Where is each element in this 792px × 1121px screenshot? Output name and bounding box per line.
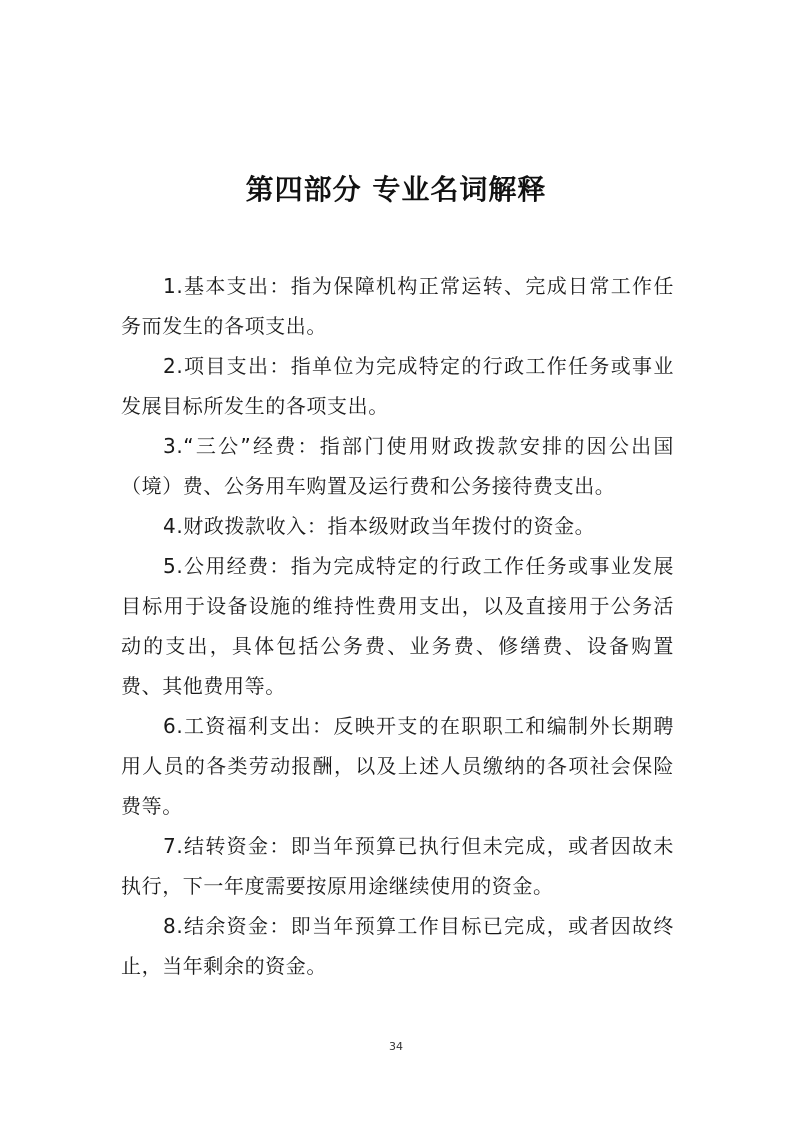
glossary-item-basic-expenditure: 1.基本支出：指为保障机构正常运转、完成日常工作任务而发生的各项支出。 <box>121 274 674 338</box>
glossary-item-public-funds: 5.公用经费：指为完成特定的行政工作任务或事业发展目标用于设备设施的维持性费用支出，以及直接用于公务活动的支出，具体包括公务费、业务费、修缮费、设备购置费、其他费用等。 <box>121 554 674 698</box>
glossary-item-project-expenditure: 2.项目支出：指单位为完成特定的行政工作任务或事业发展目标所发生的各项支出。 <box>121 354 674 418</box>
glossary-item-salary-welfare: 6.工资福利支出：反映开支的在职职工和编制外长期聘用人员的各类劳动报酬，以及上述人员缴纳的各项社会保险费等。 <box>121 714 674 818</box>
glossary-item-surplus-funds: 8.结余资金：即当年预算工作目标已完成，或者因故终止，当年剩余的资金。 <box>121 914 674 978</box>
glossary-item-three-public-expenses: 3.“三公”经费：指部门使用财政拨款安排的因公出国（境）费、公务用车购置及运行费和公务接待费支出。 <box>121 434 674 498</box>
glossary-body <box>121 266 674 986</box>
page-number: 34 <box>389 1040 403 1053</box>
glossary-item-fiscal-appropriation-income: 4.财政拨款收入：指本级财政当年拨付的资金。 <box>163 514 596 538</box>
glossary-item-carryover-funds: 7.结转资金：即当年预算已执行但未完成，或者因故未执行，下一年度需要按原用途继续使用的资金。 <box>121 834 674 898</box>
page-title: 第四部分 专业名词解释 <box>245 173 547 206</box>
